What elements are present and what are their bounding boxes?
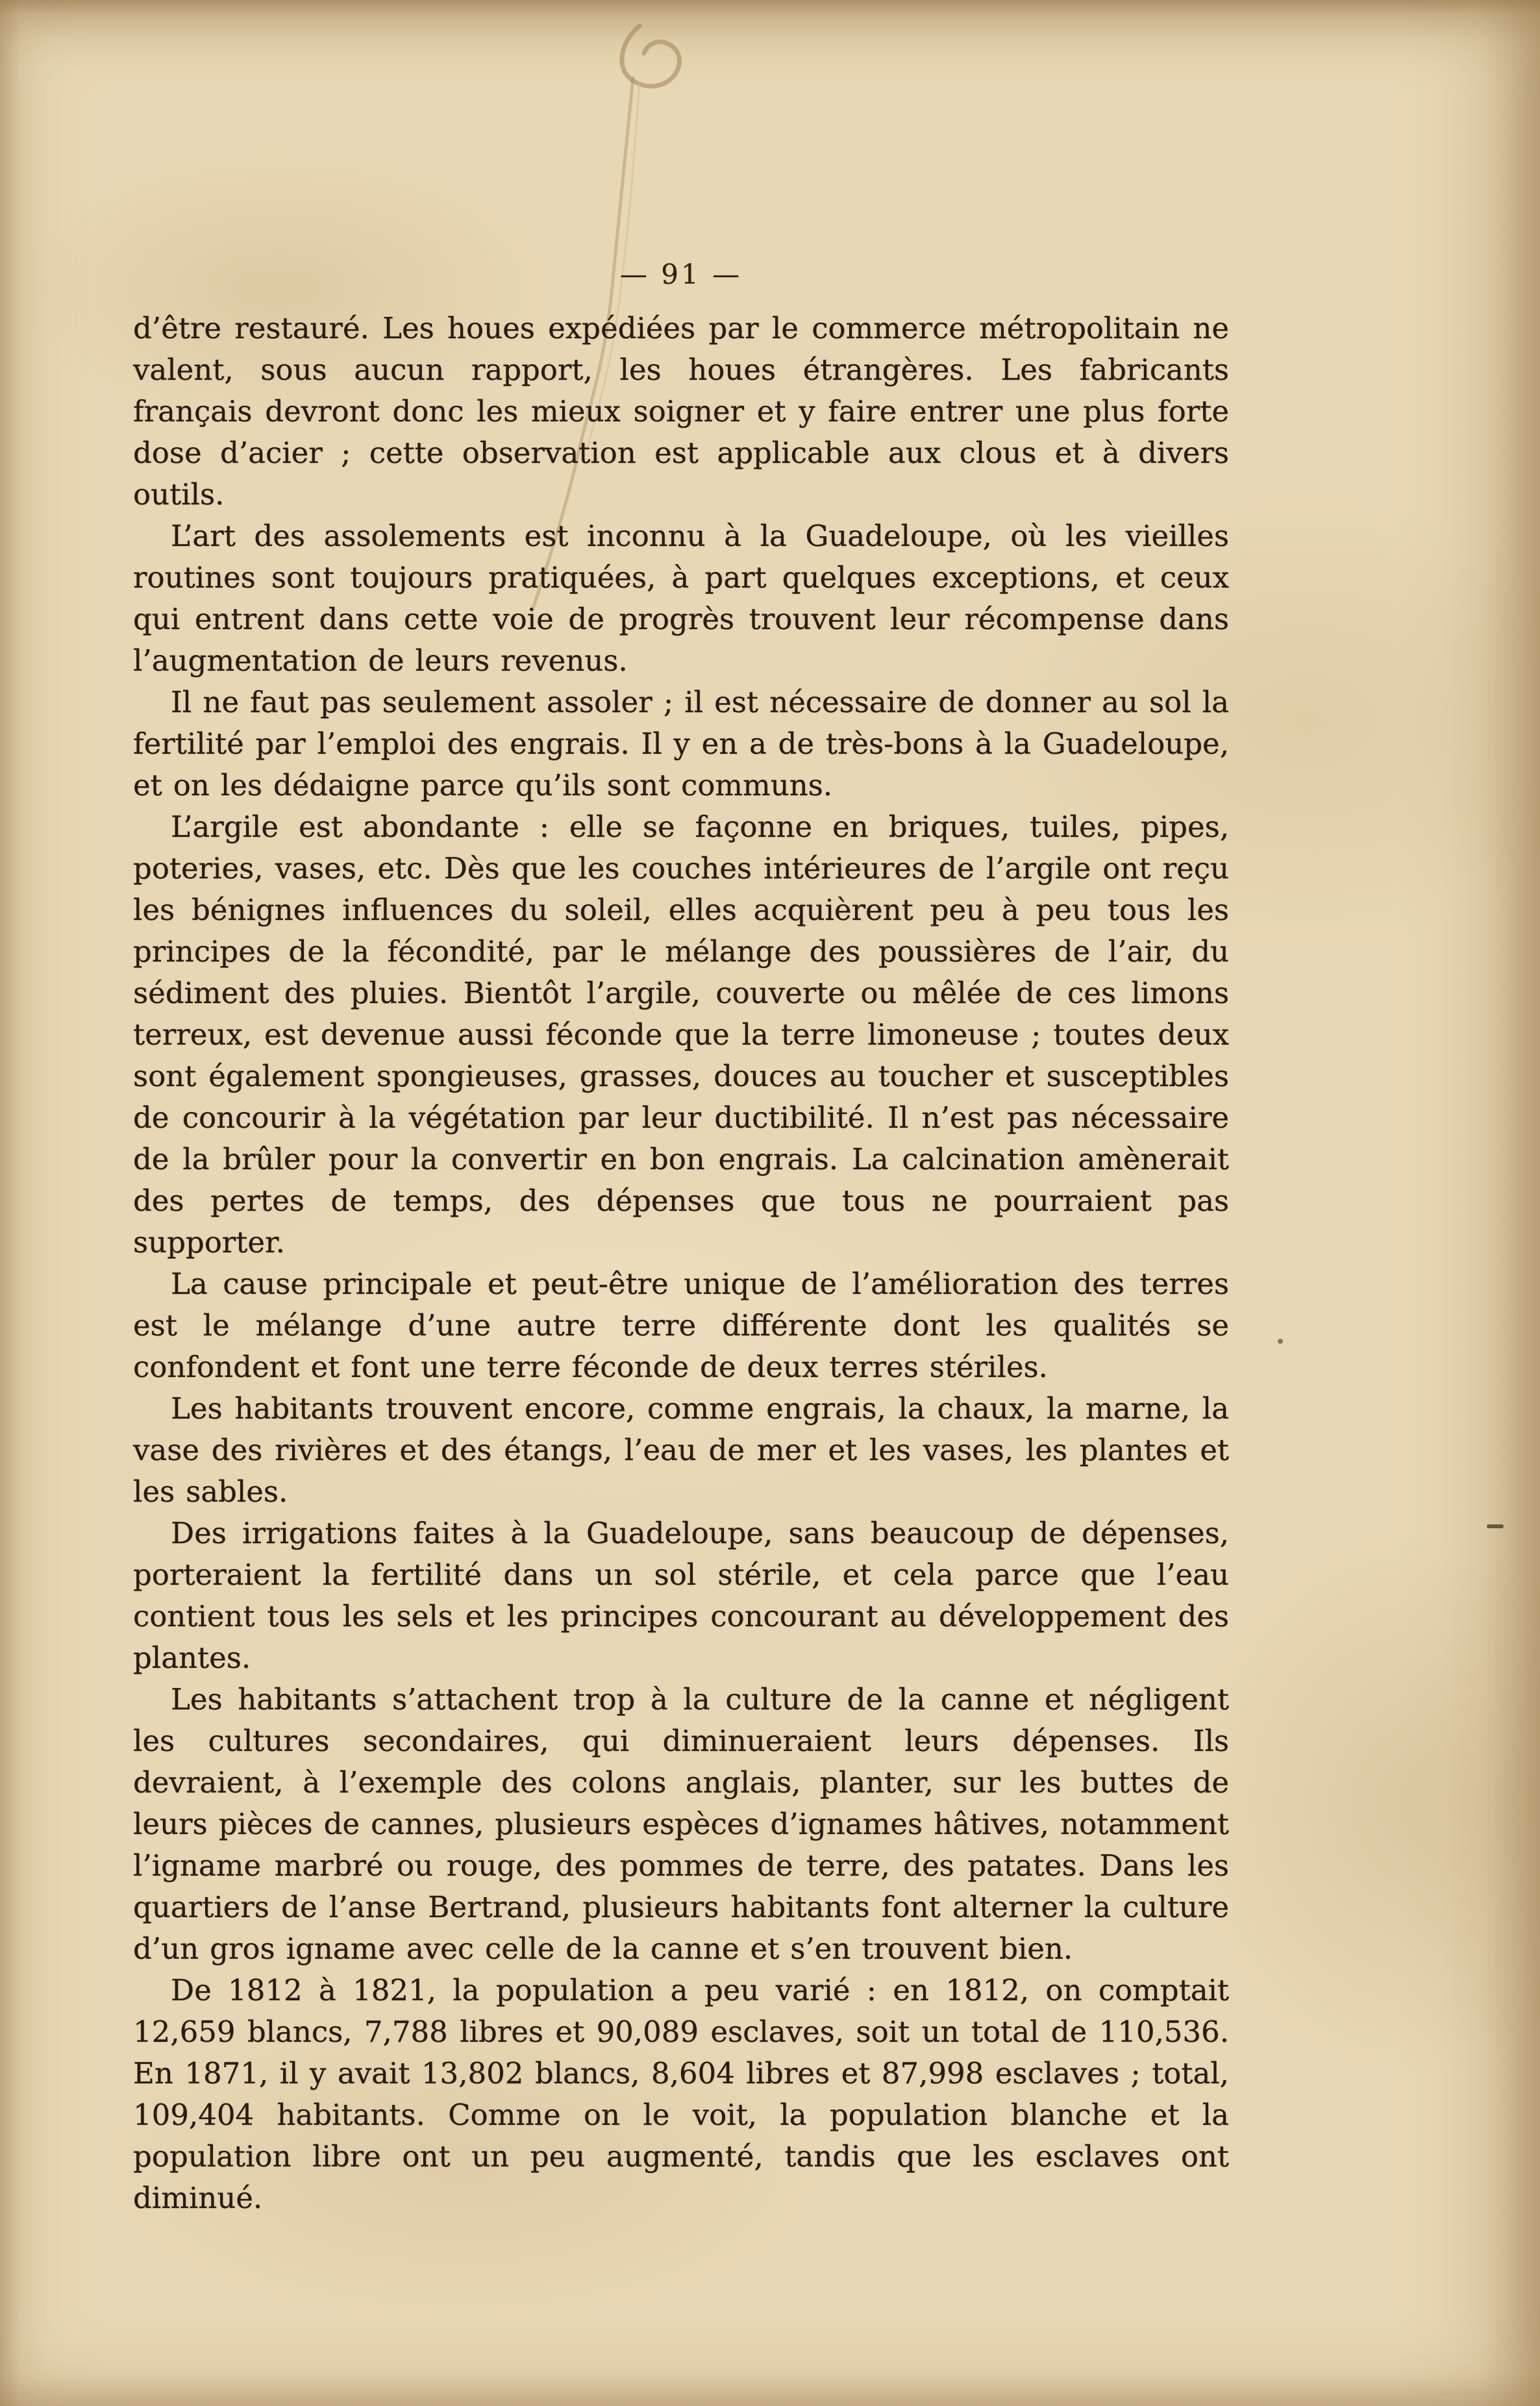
paragraph-irrigations: Des irrigations faites à la Guadeloupe, sans beaucoup de dépenses, porteraient la fertilité dans un sol stérile, et cela parce que l’eau contient tous les sels et les principes concourant au développement des plantes. (133, 1516, 1229, 1675)
paragraph-continuation: d’être restauré. Les houes expédiées par le commerce métropolitain ne valent, sous aucun rapport, les houes étrangères. Les fabricants français devront donc les mieux soigner et y faire entrer une plus forte dose d’acier ; cette observation est applicable aux clous et à divers outils. (133, 311, 1229, 512)
paragraph-assolements: L’art des assolements est inconnu à la Guadeloupe, où les vieilles routines sont toujours pratiquées, à part quelques exceptions, et ceux qui entrent dans cette voie de progrès trouvent leur récompense dans l’augmentation de leurs revenus. (133, 519, 1229, 678)
page-text (133, 308, 1229, 2219)
paragraph-engrais: Il ne faut pas seulement assoler ; il est nécessaire de donner au sol la fertilité par l’emploi des engrais. Il y en a de très-bons à la Guadeloupe, et on les dédaigne parce qu’ils sont communs. (133, 685, 1229, 802)
margin-ink-speck (1278, 1339, 1283, 1344)
paragraph-cultures-secondaires: Les habitants s’attachent trop à la culture de la canne et négligent les cultures secondaires, qui diminueraient leurs dépenses. Ils devraient, à l’exemple des colons anglais, planter, sur les buttes de leurs pièces de cannes, plusieurs espèces d’ignames hâtives, notamment l’igname marbré ou rouge, des pommes de terre, des patates. Dans les quartiers de l’anse Bertrand, plusieurs habitants font alterner la culture d’un gros igname avec celle de la canne et s’en trouvent bien. (133, 1682, 1229, 1966)
paragraph-population: De 1812 à 1821, la population a peu varié : en 1812, on comptait 12,659 blancs, 7,788 libres et 90,089 esclaves, soit un total de 110,536. En 1871, il y avait 13,802 blancs, 8,604 libres et 87,998 esclaves ; total, 109,404 habitants. Comme on le voit, la population blanche et la population libre ont un peu augmenté, tandis que les esclaves ont diminué. (133, 1973, 1229, 2215)
paragraph-melange-terres: La cause principale et peut-être unique de l’amélioration des terres est le mélange d’une autre terre différente dont les qualités se confondent et font une terre féconde de deux terres stériles. (133, 1267, 1229, 1384)
page-number: — 91 — (619, 258, 743, 290)
paragraph-chaux-marne: Les habitants trouvent encore, comme engrais, la chaux, la marne, la vase des rivières et des étangs, l’eau de mer et les vases, les plantes et les sables. (133, 1391, 1229, 1509)
margin-ink-dash (1487, 1524, 1504, 1528)
paragraph-argile: L’argile est abondante : elle se façonne en briques, tuiles, pipes, poteries, vases, etc. Dès que les couches intérieures de l’argile ont reçu les bénignes influences du soleil, elles acquièrent peu à peu tous les principes de la fécondité, par le mélange des poussières de l’air, du sédiment des pluies. Bientôt l’argile, couverte ou mêlée de ces limons terreux, est devenue aussi féconde que la terre limoneuse ; toutes deux sont également spongieuses, grasses, douces au toucher et susceptibles de concourir à la végétation par leur ductibilité. Il n’est pas nécessaire de la brûler pour la convertir en bon engrais. La calcination amènerait des pertes de temps, des dépenses que tous ne pourraient pas supporter. (133, 810, 1229, 1259)
